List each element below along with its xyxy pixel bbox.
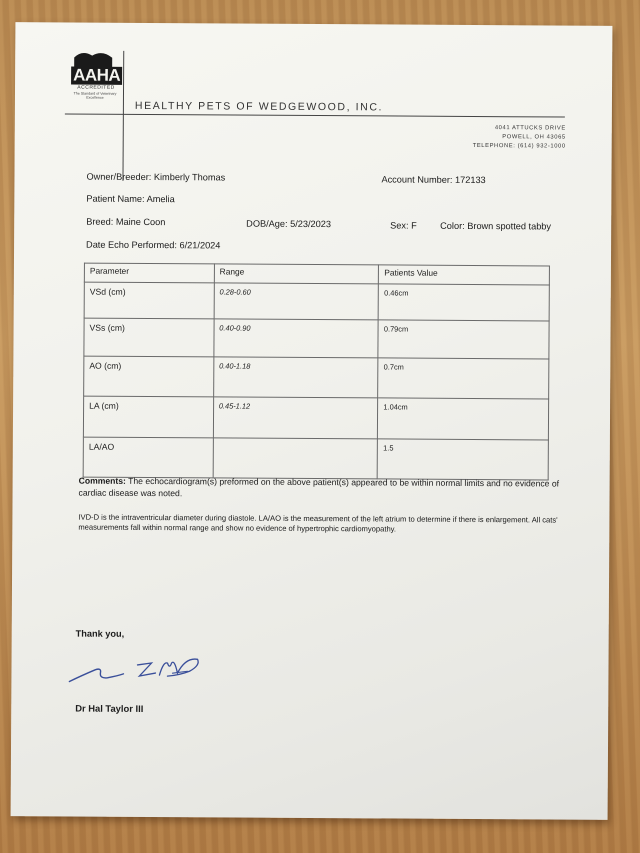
color-field <box>440 221 551 232</box>
breed-label: Breed: <box>86 216 114 227</box>
range-cell: 0.40-0.90 <box>214 319 379 358</box>
comments-label: Comments: <box>78 475 126 486</box>
param-cell: LA/AO <box>83 437 213 478</box>
sex-field <box>390 220 417 230</box>
echo-date-field <box>86 240 220 251</box>
echo-date-value: 6/21/2024 <box>179 240 221 251</box>
color-value: Brown spotted tabby <box>467 220 552 232</box>
sex-label: Sex: <box>390 220 409 231</box>
logo-text: AAHA <box>73 65 121 85</box>
telephone-line: TELEPHONE: (614) 932-1000 <box>472 142 566 150</box>
value-cell: 1.5 <box>378 439 549 480</box>
table-row <box>83 396 548 440</box>
value-cell: 0.46cm <box>378 284 549 321</box>
table-row <box>84 356 549 399</box>
value-cell: 0.79cm <box>378 320 549 359</box>
dob-field <box>246 219 331 230</box>
comments-text: The echocardiogram(s) preformed on the above patient(s) appeared to be within normal limits and no evidence of cardiac disease was noted. <box>78 475 560 498</box>
header-parameter: Parameter <box>84 263 214 283</box>
color-label: Color: <box>440 220 465 231</box>
thank-you-text: Thank you, <box>75 628 125 639</box>
document-page <box>11 22 613 820</box>
signature-name: Dr Hal Taylor III <box>75 702 144 714</box>
letterhead-horizontal-rule <box>65 113 565 117</box>
value-cell: 1.04cm <box>378 398 549 440</box>
param-cell: VSd (cm) <box>84 282 214 319</box>
sex-value: F <box>411 220 417 231</box>
table-row <box>83 437 548 480</box>
param-cell: LA (cm) <box>83 396 213 438</box>
table-row <box>84 318 549 359</box>
header-range: Range <box>214 264 379 284</box>
owner-value: Kimberly Thomas <box>153 172 226 183</box>
handwritten-signature <box>67 649 207 690</box>
patient-value: Amelia <box>146 193 175 205</box>
letterhead-vertical-rule <box>122 51 124 181</box>
owner-label: Owner/Breeder: <box>86 171 152 183</box>
comments-paragraph <box>79 476 589 502</box>
owner-field <box>86 172 225 183</box>
range-cell: 0.45-1.12 <box>213 397 378 439</box>
account-label: Account Number: <box>381 174 453 185</box>
header-patients-value: Patients Value <box>379 265 550 285</box>
param-cell: AO (cm) <box>84 356 214 397</box>
table-row <box>84 282 549 321</box>
address-line-2: POWELL, OH 43065 <box>502 134 566 141</box>
account-value: 172133 <box>454 174 486 186</box>
clinic-name: HEALTHY PETS OF WEDGEWOOD, INC. <box>134 99 384 114</box>
account-field <box>381 174 485 185</box>
breed-value: Maine Coon <box>115 216 166 228</box>
address-line-1: 4041 ATTUCKS DRIVE <box>494 125 566 132</box>
patient-name-field <box>86 194 174 205</box>
range-cell: 0.40-1.18 <box>213 357 378 398</box>
range-cell: 0.28-0.60 <box>214 283 379 320</box>
dob-value: 5/23/2023 <box>290 218 332 230</box>
breed-field <box>86 217 165 227</box>
echo-parameters-table <box>83 263 550 481</box>
dob-label: DOB/Age: <box>246 218 288 229</box>
explanation-paragraph: IVD-D is the intraventricular diameter during diastole. LA/AO is the measurement of the left atrium to determine if there is enlargement. All cats' measurements fall within normal range and show no evidence of hypertrophic cardiomyopathy. <box>78 512 558 534</box>
logo-accredited: ACCREDITED <box>77 84 115 91</box>
param-cell: VSs (cm) <box>84 318 214 357</box>
patient-label: Patient Name: <box>86 193 145 204</box>
logo-tagline: The Standard of Veterinary Excellence <box>73 91 117 100</box>
range-cell <box>213 438 378 479</box>
value-cell: 0.7cm <box>378 358 549 399</box>
echo-date-label: Date Echo Performed: <box>86 239 178 251</box>
